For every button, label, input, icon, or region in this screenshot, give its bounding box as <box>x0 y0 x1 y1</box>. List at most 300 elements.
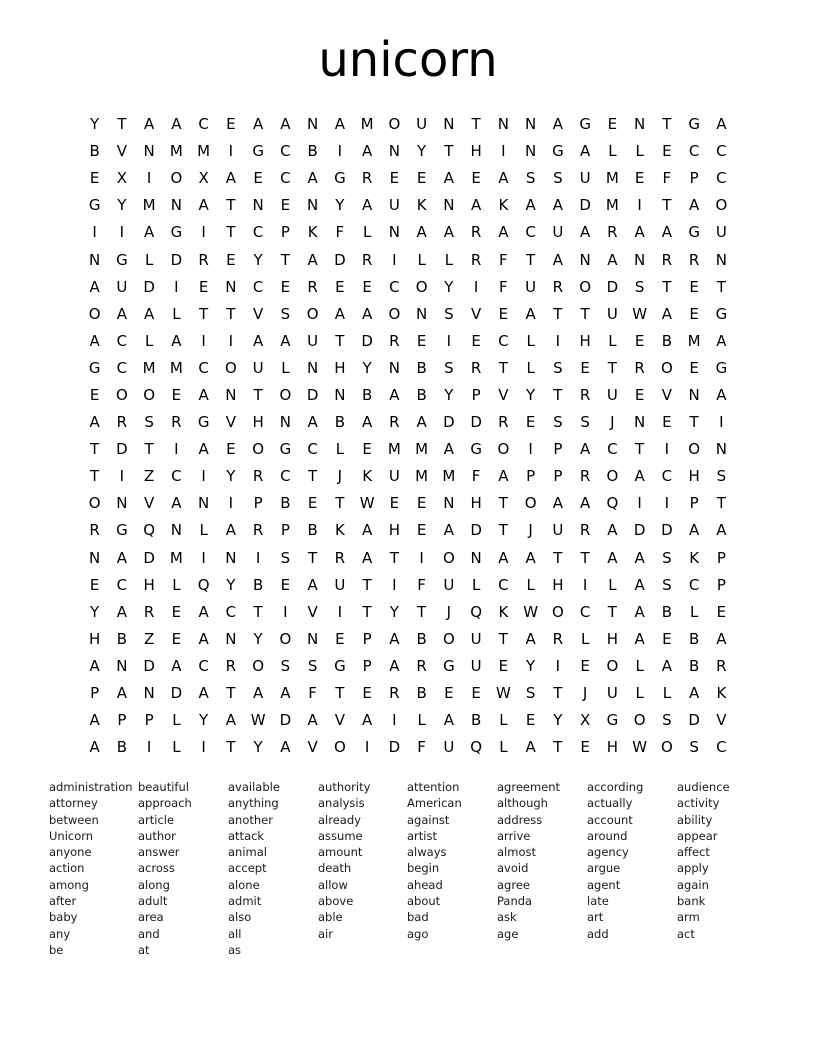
grid-letter: A <box>198 385 209 404</box>
word-list-item: already <box>318 812 361 827</box>
grid-letter: F <box>417 575 426 594</box>
grid-letter: A <box>198 602 209 621</box>
grid-letter: E <box>498 656 509 675</box>
grid-letter: V <box>470 304 482 323</box>
grid-letter: T <box>607 602 617 621</box>
grid-letter: A <box>498 169 509 188</box>
grid-letter: E <box>280 196 291 215</box>
grid-letter: B <box>89 142 100 161</box>
grid-letter: C <box>171 467 182 486</box>
grid-letter: D <box>661 521 673 540</box>
grid-letter: T <box>280 250 290 269</box>
grid-letter: Z <box>143 629 155 648</box>
word-list-item: as <box>228 942 242 957</box>
grid-letter: I <box>201 331 206 350</box>
grid-letter: E <box>662 629 672 648</box>
grid-letter: E <box>580 738 590 757</box>
grid-letter: B <box>470 711 482 730</box>
grid-letter: C <box>116 331 128 350</box>
word-list-item: art <box>587 910 604 925</box>
grid-letter: C <box>688 142 700 161</box>
grid-letter: R <box>552 277 564 296</box>
grid-letter: N <box>443 494 455 513</box>
grid-letter: C <box>225 602 237 621</box>
grid-letter: V <box>716 711 727 730</box>
grid-letter: E <box>226 115 236 134</box>
grid-letter: S <box>307 656 318 675</box>
grid-letter: F <box>417 738 426 757</box>
grid-letter: P <box>471 385 481 404</box>
grid-letter: N <box>225 277 237 296</box>
grid-letter: N <box>89 250 101 269</box>
word-list-item: after <box>49 894 77 909</box>
word-list-item: approach <box>138 796 192 811</box>
grid-letter: T <box>389 548 399 567</box>
grid-letter: U <box>443 575 455 594</box>
grid-letter: O <box>143 385 156 404</box>
grid-letter: R <box>579 385 591 404</box>
word-list-item: ask <box>497 910 517 925</box>
word-list-item: attack <box>228 828 265 843</box>
grid-letter: D <box>606 277 619 296</box>
grid-letter: N <box>634 413 646 432</box>
grid-letter: S <box>662 711 672 730</box>
grid-letter: Y <box>253 738 263 757</box>
grid-letter: I <box>664 494 670 513</box>
grid-letter: L <box>144 331 154 350</box>
grid-letter: L <box>281 358 290 377</box>
grid-letter: T <box>335 684 345 703</box>
grid-letter: M <box>197 142 211 161</box>
grid-letter: O <box>88 304 101 323</box>
grid-letter: E <box>662 413 672 432</box>
word-list-item: American <box>407 796 462 811</box>
grid-letter: E <box>689 358 699 377</box>
grid-letter: A <box>225 169 236 188</box>
grid-letter: A <box>307 250 318 269</box>
grid-letter: E <box>689 304 699 323</box>
grid-letter: A <box>525 629 536 648</box>
grid-letter: V <box>307 602 318 621</box>
grid-letter: Q <box>606 494 619 513</box>
grid-letter: T <box>117 115 127 134</box>
grid-letter: T <box>226 223 236 242</box>
grid-letter: R <box>225 656 237 675</box>
grid-letter: R <box>470 250 482 269</box>
grid-letter: A <box>361 142 373 161</box>
grid-letter: Y <box>90 115 100 134</box>
word-list-item: authority <box>318 780 371 794</box>
word-list-item: agreement <box>497 780 561 794</box>
grid-letter: T <box>417 602 427 621</box>
grid-letter: D <box>306 385 319 404</box>
grid-letter: C <box>198 115 209 134</box>
word-list-item: above <box>318 894 354 909</box>
grid-letter: S <box>716 467 727 486</box>
grid-letter: E <box>471 684 481 703</box>
grid-letter: D <box>633 521 646 540</box>
grid-letter: T <box>553 684 563 703</box>
grid-letter: Y <box>226 467 236 486</box>
grid-letter: B <box>307 142 318 161</box>
grid-letter: B <box>116 629 128 648</box>
grid-letter: E <box>634 169 645 188</box>
grid-letter: C <box>579 602 591 621</box>
grid-letter: I <box>92 223 97 242</box>
grid-letter: I <box>392 250 397 269</box>
word-list-item: available <box>228 780 280 794</box>
grid-letter: N <box>688 385 700 404</box>
grid-letter: W <box>523 602 539 621</box>
grid-letter: D <box>443 413 455 432</box>
grid-letter: Y <box>362 358 372 377</box>
grid-letter: N <box>116 656 128 675</box>
grid-letter: T <box>335 494 345 513</box>
word-list-item: Panda <box>497 894 533 909</box>
grid-letter: S <box>634 277 645 296</box>
grid-letter: B <box>661 602 673 621</box>
grid-letter: U <box>116 277 128 296</box>
word-list-item: alone <box>228 877 260 892</box>
grid-letter: C <box>525 223 536 242</box>
grid-letter: O <box>88 494 101 513</box>
grid-letter: O <box>551 602 564 621</box>
grid-letter: T <box>308 548 318 567</box>
grid-letter: C <box>280 142 291 161</box>
grid-letter: S <box>444 358 454 377</box>
grid-letter: Q <box>470 602 483 621</box>
grid-letter: Q <box>143 521 156 540</box>
word-list-item: act <box>677 926 695 941</box>
grid-letter: V <box>225 413 236 432</box>
grid-letter: S <box>689 738 699 757</box>
grid-letter: M <box>605 196 619 215</box>
grid-letter: P <box>553 467 563 486</box>
grid-letter: N <box>170 196 182 215</box>
word-list-column <box>587 779 679 942</box>
grid-letter: B <box>307 521 318 540</box>
grid-letter: A <box>280 684 291 703</box>
grid-letter: A <box>716 521 727 540</box>
grid-letter: S <box>525 684 536 703</box>
grid-letter: G <box>170 223 183 242</box>
grid-letter: N <box>307 196 319 215</box>
grid-letter: F <box>308 684 317 703</box>
grid-letter: R <box>198 250 209 269</box>
grid-letter: O <box>279 385 292 404</box>
grid-letter: L <box>417 711 426 730</box>
grid-letter: N <box>579 250 591 269</box>
grid-letter: U <box>606 304 618 323</box>
word-list <box>0 779 816 969</box>
grid-letter: A <box>171 115 182 134</box>
grid-letter: A <box>525 548 536 567</box>
grid-letter: N <box>634 250 646 269</box>
grid-letter: T <box>607 358 617 377</box>
word-list-item: audience <box>677 780 730 794</box>
grid-letter: A <box>607 250 618 269</box>
grid-letter: N <box>525 115 537 134</box>
grid-letter: I <box>392 711 397 730</box>
grid-letter: N <box>307 115 319 134</box>
grid-letter: M <box>387 440 401 459</box>
grid-letter: I <box>501 142 506 161</box>
grid-letter: Q <box>197 575 210 594</box>
grid-letter: R <box>252 521 264 540</box>
grid-letter: B <box>416 385 427 404</box>
grid-letter: U <box>552 521 564 540</box>
word-list-item: baby <box>49 910 78 925</box>
grid-letter: A <box>688 521 700 540</box>
word-list-item: arm <box>677 910 700 925</box>
grid-letter: O <box>279 629 292 648</box>
grid-letter: R <box>116 413 128 432</box>
grid-letter: A <box>334 304 345 323</box>
grid-letter: D <box>688 711 700 730</box>
word-list-item: according <box>587 780 644 794</box>
grid-letter: D <box>334 250 346 269</box>
grid-letter: T <box>253 602 263 621</box>
word-list-item: among <box>49 877 89 892</box>
grid-letter: A <box>143 223 155 242</box>
grid-letter: L <box>499 711 508 730</box>
grid-letter: G <box>715 304 728 323</box>
word-list-item: bank <box>677 894 706 909</box>
grid-letter: C <box>389 277 400 296</box>
grid-letter: A <box>89 277 100 296</box>
grid-letter: R <box>416 656 427 675</box>
grid-letter: W <box>250 711 266 730</box>
grid-letter: T <box>498 521 508 540</box>
grid-letter: C <box>498 331 509 350</box>
grid-letter: A <box>280 115 291 134</box>
grid-letter: C <box>607 440 618 459</box>
grid-letter: C <box>716 169 727 188</box>
grid-letter: W <box>632 304 648 323</box>
grid-letter: A <box>361 304 373 323</box>
grid-letter: N <box>225 629 237 648</box>
grid-letter: G <box>688 223 700 242</box>
grid-letter: P <box>362 656 372 675</box>
grid-letter: E <box>226 440 236 459</box>
grid-letter: A <box>579 440 591 459</box>
grid-letter: L <box>608 142 617 161</box>
grid-letter: A <box>280 331 291 350</box>
grid-letter: O <box>415 277 428 296</box>
grid-letter: A <box>716 331 727 350</box>
grid-letter: I <box>637 196 642 215</box>
grid-letter: E <box>389 494 400 513</box>
word-list-item: again <box>677 877 709 892</box>
grid-letter: P <box>90 684 100 703</box>
grid-letter: M <box>415 467 429 486</box>
grid-letter: T <box>498 629 508 648</box>
grid-letter: O <box>170 169 183 188</box>
word-list-item: around <box>587 828 628 843</box>
grid-letter: H <box>143 575 155 594</box>
grid-letter: C <box>252 277 264 296</box>
grid-letter: L <box>662 684 672 703</box>
grid-letter: R <box>552 629 564 648</box>
grid-letter: I <box>174 277 179 296</box>
grid-letter: S <box>280 548 291 567</box>
grid-letter: A <box>634 548 645 567</box>
grid-letter: P <box>144 711 154 730</box>
grid-letter: E <box>716 602 727 621</box>
word-list-item: avoid <box>497 861 529 876</box>
word-list-item: admit <box>228 894 262 909</box>
grid-letter: N <box>388 358 400 377</box>
grid-letter: X <box>116 169 128 188</box>
grid-letter: K <box>416 196 427 215</box>
grid-letter: C <box>116 575 128 594</box>
grid-letter: A <box>498 223 509 242</box>
grid-letter: L <box>689 602 699 621</box>
grid-letter: O <box>115 385 128 404</box>
grid-letter: A <box>89 656 100 675</box>
grid-letter: A <box>143 115 155 134</box>
grid-letter: E <box>307 494 318 513</box>
grid-letter: I <box>719 413 724 432</box>
grid-letter: E <box>416 521 427 540</box>
word-list-item: anything <box>228 796 279 811</box>
grid-letter: L <box>471 575 481 594</box>
grid-letter: P <box>280 223 290 242</box>
grid-letter: N <box>416 304 428 323</box>
grid-letter: A <box>307 413 318 432</box>
grid-letter: R <box>171 413 182 432</box>
word-list-item: agree <box>497 877 530 892</box>
grid-letter: A <box>525 738 536 757</box>
grid-letter: R <box>389 684 400 703</box>
grid-letter: H <box>552 575 564 594</box>
word-list-item: animal <box>228 845 267 860</box>
grid-letter: A <box>688 196 700 215</box>
grid-letter: S <box>280 656 291 675</box>
grid-letter: P <box>716 548 726 567</box>
grid-letter: I <box>228 494 234 513</box>
grid-letter: S <box>580 413 590 432</box>
word-list-column <box>677 779 769 942</box>
grid-letter: L <box>172 711 181 730</box>
grid-letter: N <box>279 413 291 432</box>
grid-letter: R <box>361 169 373 188</box>
grid-letter: N <box>497 115 509 134</box>
grid-letter: T <box>553 385 563 404</box>
grid-letter: I <box>555 656 561 675</box>
grid-letter: T <box>553 548 563 567</box>
grid-letter: N <box>225 385 237 404</box>
grid-letter: O <box>252 656 265 675</box>
grid-letter: O <box>688 440 701 459</box>
grid-letter: E <box>580 358 590 377</box>
grid-letter: Y <box>335 196 345 215</box>
grid-letter: A <box>116 602 127 621</box>
grid-letter: Y <box>253 629 263 648</box>
word-search-grid <box>81 111 735 761</box>
grid-letter: R <box>143 602 155 621</box>
grid-letter: B <box>252 575 264 594</box>
grid-letter: E <box>416 331 427 350</box>
grid-letter: Y <box>199 711 209 730</box>
grid-letter: E <box>335 629 345 648</box>
word-list-item: age <box>497 926 519 941</box>
grid-letter: C <box>280 467 291 486</box>
grid-letter: I <box>637 494 642 513</box>
word-list-column <box>407 779 499 942</box>
grid-letter: E <box>634 331 645 350</box>
grid-letter: O <box>306 304 319 323</box>
grid-letter: K <box>334 521 345 540</box>
grid-letter: Y <box>90 602 100 621</box>
grid-letter: L <box>608 331 617 350</box>
grid-letter: R <box>607 223 618 242</box>
grid-letter: I <box>446 331 452 350</box>
grid-letter: A <box>634 467 645 486</box>
grid-letter: C <box>280 169 291 188</box>
grid-letter: D <box>170 250 183 269</box>
grid-letter: M <box>169 358 183 377</box>
grid-letter: G <box>470 440 482 459</box>
grid-letter: A <box>443 521 454 540</box>
grid-letter: C <box>252 223 264 242</box>
grid-letter: U <box>388 196 400 215</box>
grid-letter: A <box>716 629 727 648</box>
grid-letter: A <box>634 575 645 594</box>
grid-letter: T <box>716 277 726 296</box>
word-list-item: ability <box>677 812 713 827</box>
grid-letter: G <box>606 711 619 730</box>
grid-letter: O <box>497 440 510 459</box>
grid-letter: O <box>442 629 455 648</box>
grid-letter: P <box>253 494 263 513</box>
grid-letter: A <box>634 223 645 242</box>
grid-letter: E <box>471 169 481 188</box>
grid-letter: M <box>169 142 183 161</box>
grid-letter: A <box>361 196 373 215</box>
grid-letter: A <box>225 521 236 540</box>
grid-letter: M <box>415 440 429 459</box>
grid-letter: F <box>471 467 481 486</box>
grid-letter: E <box>171 629 182 648</box>
grid-letter: J <box>446 602 452 621</box>
grid-letter: O <box>579 277 592 296</box>
grid-letter: S <box>553 169 563 188</box>
grid-letter: A <box>634 629 645 648</box>
grid-letter: G <box>688 115 700 134</box>
grid-letter: O <box>606 656 619 675</box>
grid-letter: G <box>579 115 591 134</box>
grid-letter: R <box>498 413 509 432</box>
grid-letter: O <box>252 440 265 459</box>
grid-letter: C <box>688 575 700 594</box>
grid-letter: T <box>553 304 563 323</box>
grid-letter: L <box>499 738 508 757</box>
grid-letter: K <box>498 196 509 215</box>
grid-letter: A <box>552 494 563 513</box>
word-list-item: any <box>49 926 71 941</box>
word-list-item: be <box>49 942 64 957</box>
grid-letter: I <box>201 738 206 757</box>
grid-letter: R <box>361 250 373 269</box>
grid-letter: A <box>171 331 182 350</box>
grid-letter: N <box>334 385 346 404</box>
grid-letter: A <box>280 738 291 757</box>
word-list-item: almost <box>497 845 536 860</box>
grid-letter: O <box>442 548 455 567</box>
grid-letter: S <box>144 413 154 432</box>
grid-letter: D <box>143 656 155 675</box>
